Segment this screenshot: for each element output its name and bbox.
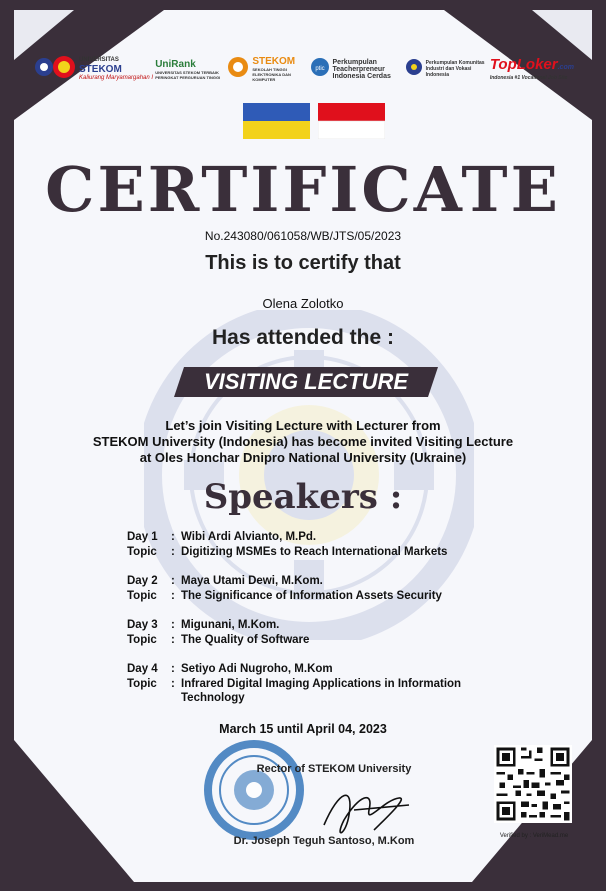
logo-komunitas — [405, 57, 488, 82]
speaker-name: Setiyo Adi Nugroho, M.Kom — [181, 663, 333, 675]
event-dates: March 15 until April 04, 2023 — [219, 722, 387, 736]
event-title: VISITING LECTURE — [203, 369, 409, 394]
event-description — [34, 418, 572, 466]
day-label: Day 4 — [127, 663, 158, 675]
speaker-name: Wibi Ardi Alvianto, M.Pd. — [181, 531, 317, 543]
ptic-logo-icon — [310, 57, 330, 82]
logo-tag: Kaliurang Maryamargahan I — [79, 74, 154, 81]
svg-text:ptic: ptic — [314, 65, 325, 72]
logo-unirank — [155, 59, 225, 80]
signer-name: Dr. Joseph Teguh Santoso, M.Kom — [233, 835, 415, 847]
topic-label: Topic — [127, 545, 157, 558]
day-label: Day 3 — [127, 619, 158, 631]
schedule-item: Day 2 : Maya Utami Dewi, M.Kom. Topic : The Significance of Information Assets Security — [127, 574, 567, 603]
logo-brand: STEKOM — [79, 63, 122, 75]
logo-brand: .com — [557, 63, 574, 71]
description-line: STEKOM University (Indonesia) has become invited Visiting Lecture — [92, 434, 514, 449]
verified-by-text: Verified by : VeriMead.me — [499, 833, 569, 839]
logo-ptic — [310, 57, 403, 82]
stekom-university-logo-icon — [34, 53, 76, 86]
rector-title: Rector of STEKOM University — [256, 763, 412, 775]
schedule-item: Day 1 : Wibi Ardi Alvianto, M.Pd. Topic : Digitizing MSMEs to Reach International Markets — [127, 530, 567, 559]
logo-label: TopLoker — [489, 55, 558, 73]
unirank-logo-icon: UniRank — [155, 58, 196, 70]
komunitas-logo-icon — [405, 57, 423, 82]
recipient-name: Olena Zolotko — [262, 296, 344, 311]
logo-brand: Teacherpreneur Indonesia Cerdas — [332, 65, 391, 80]
day-label: Day 1 — [127, 531, 158, 543]
topic-text: The Quality of Software — [181, 633, 310, 646]
certify-text: This is to certify that — [205, 252, 401, 274]
topic-label: Topic — [127, 633, 157, 646]
logo-label: UNIVERSITAS — [79, 56, 119, 63]
logo-tag: SEKOLAH TINGGI ELEKTRONIKA DAN KOMPUTER — [252, 67, 291, 82]
verification-qr-code[interactable] — [494, 745, 572, 823]
speaker-name: Migunani, M.Kom. — [181, 619, 280, 631]
country-flags — [243, 103, 385, 139]
stekom-gear-logo-icon — [227, 56, 249, 83]
topic-label: Topic — [127, 677, 157, 690]
speaker-schedule — [127, 530, 567, 706]
logo-brand: Industri dan Vokasi Indonesia — [425, 66, 472, 78]
description-line: Let’s join Visiting Lecture with Lecturer from — [165, 418, 441, 433]
logo-tag: Indonesia #1 Vocational Job Site — [489, 74, 568, 81]
logo-label: Perkumpulan Komunitas — [425, 60, 485, 66]
certificate-title: CERTIFICATE — [45, 153, 561, 226]
description-line: at Oles Honchar Dnipro National University (Ukraine) — [139, 450, 467, 465]
logo-label: STEKOM — [252, 56, 296, 67]
schedule-item: Day 4 : Setiyo Adi Nugroho, M.Kom Topic : Infrared Digital Imaging Applications in Information Technology — [127, 662, 567, 706]
attended-text: Has attended the : — [211, 326, 395, 349]
logo-toploker — [490, 57, 574, 82]
topic-text: Digitizing MSMEs to Reach International Markets — [181, 545, 448, 558]
topic-text: The Significance of Information Assets Security — [181, 589, 442, 602]
logo-label: Perkumpulan — [332, 58, 377, 66]
logo-stekom — [227, 56, 307, 83]
logo-tag: UNIVERSITAS STEKOM TERBAIK PERINGKAT PERGURUAN TINGGI — [155, 69, 221, 80]
toploker-logo-icon — [490, 57, 574, 75]
day-label: Day 2 — [127, 575, 158, 587]
indonesia-flag-icon — [318, 103, 385, 139]
schedule-item: Day 3 : Migunani, M.Kom. Topic : The Quality of Software — [127, 618, 567, 647]
speakers-heading: Speakers : — [203, 477, 403, 517]
certificate-number: No.243080/061058/WB/JTS/05/2023 — [204, 229, 402, 243]
university-seal-icon — [204, 740, 304, 840]
logo-stekom-university — [34, 53, 153, 86]
ukraine-flag-icon — [243, 103, 310, 139]
partner-logos — [34, 48, 574, 90]
topic-text: Infrared Digital Imaging Applications in Information Technology — [181, 677, 462, 704]
certificate-sheet — [14, 10, 592, 882]
speaker-name: Maya Utami Dewi, M.Kom. — [181, 575, 323, 587]
topic-label: Topic — [127, 589, 157, 602]
